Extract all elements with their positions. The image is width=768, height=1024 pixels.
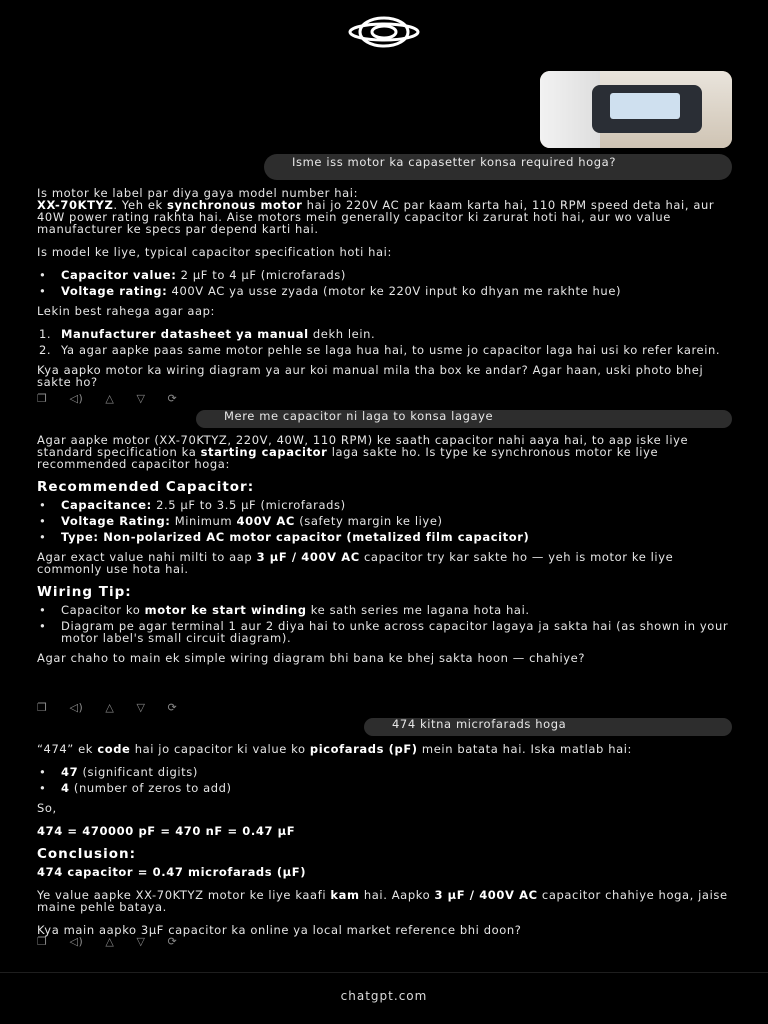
- thumbs-up-icon[interactable]: △: [105, 701, 115, 714]
- thumbs-up-icon[interactable]: △: [105, 935, 115, 948]
- user-message: Isme iss motor ka capasetter konsa required hoga?: [264, 154, 732, 180]
- speaker-icon[interactable]: ◁): [69, 701, 84, 714]
- user-message: Mere me capacitor ni laga to konsa lagaye: [196, 410, 732, 428]
- site-url[interactable]: chatgpt.com: [340, 989, 428, 1003]
- copy-icon[interactable]: ❐: [37, 701, 48, 714]
- footer-divider: [0, 972, 768, 973]
- assistant-response: Agar aapke motor (XX-70KTYZ, 220V, 40W, 110 RPM) ke saath capacitor nahi aaya hai, to aap iske liye standard specification ka starting capacitor laga sakte ho. Is type ke synchronous motor ke liye recommended capacitor hoga: Recommended Capacitor: • Capacitance: 2.5 µF to 3.5 µF (microfarads) • Voltage Rating: Minimum 400V AC (safety margin ke liye) • Type: Non-polarized AC motor capacitor (metalized film capacitor) Agar exact value nahi milti to aap 3 µF / 400V AC capacitor try kar sakte ho — yeh is motor ke liye commonly use hota hai. Wiring Tip: • Capacitor ko motor ke start winding ke sath series me lagana hota hai. • Diagram pe agar terminal 1 aur 2 diya hai to unke across capacitor lagaya ja sakta hai (as shown in your motor label's small circuit diagram). Agar chaho to main ek simple wiring diagram bhi bana ke bhej sakta hoon — chahiye?: [37, 434, 731, 675]
- user-message: 474 kitna microfarads hoga: [364, 718, 732, 736]
- message-actions: [37, 936, 177, 948]
- regenerate-icon[interactable]: ⟳: [167, 701, 178, 714]
- list-item: • 47 (significant digits): [39, 765, 198, 779]
- list-item: • Diagram pe agar terminal 1 aur 2 diya hai to unke across capacitor lagaya ja sakta hai (as shown in your motor label's small circuit diagram).: [39, 619, 729, 645]
- speaker-icon[interactable]: ◁): [69, 392, 84, 405]
- regenerate-icon[interactable]: ⟳: [167, 935, 178, 948]
- list-item: • Capacitor ko motor ke start winding ke sath series me lagana hota hai.: [39, 603, 530, 617]
- message-actions: [37, 393, 177, 405]
- list-item: 2. Ya agar aapke paas same motor pehle se laga hua hai, to usme jo capacitor laga hai usi ko refer karein.: [39, 343, 721, 357]
- thumbs-down-icon[interactable]: ▽: [136, 701, 146, 714]
- message-actions: [37, 702, 177, 714]
- list-item: • Capacitor value: 2 µF to 4 µF (microfarads): [39, 268, 346, 282]
- copy-icon[interactable]: ❐: [37, 935, 48, 948]
- uploaded-motor-photo[interactable]: [540, 71, 732, 148]
- speaker-icon[interactable]: ◁): [69, 935, 84, 948]
- thumbs-down-icon[interactable]: ▽: [136, 935, 146, 948]
- list-item: • Voltage Rating: Minimum 400V AC (safety margin ke liye): [39, 514, 443, 528]
- thumbs-down-icon[interactable]: ▽: [136, 392, 146, 405]
- list-item: • Voltage rating: 400V AC ya usse zyada (motor ke 220V input ko dhyan me rakhte hue): [39, 284, 622, 298]
- chatgpt-logo-icon: [334, 14, 434, 50]
- list-item: 1. Manufacturer datasheet ya manual dekh lein.: [39, 327, 376, 341]
- regenerate-icon[interactable]: ⟳: [167, 392, 178, 405]
- list-item: • 4 (number of zeros to add): [39, 781, 232, 795]
- assistant-response: “474” ek code hai jo capacitor ki value ko picofarads (pF) mein batata hai. Iska matlab hai: • 47 (significant digits) • 4 (number of zeros to add) So, 474 = 470000 pF = 470 nF = 0.47 µF Conclusion: 474 capacitor = 0.47 microfarads (µF) Ye value aapke XX-70KTYZ motor ke liye kaafi kam hai. Aapko 3 µF / 400V AC capacitor chahiye hoga, jaise maine pehle bataya. Kya main aapko 3µF capacitor ka online ya local market reference bhi doon?: [37, 743, 731, 947]
- list-item: • Type: Non-polarized AC motor capacitor (metalized film capacitor): [39, 530, 530, 544]
- assistant-response: Is motor ke label par diya gaya model number hai: XX-70KTYZ. Yeh ek synchronous motor hai jo 220V AC par kaam karta hai, 110 RPM speed deta hai, aur 40W power rating rakhta hai. Aise motors mein generally capacitor ki zarurat hoti hai, aur wo value manufacturer ke specs par depend karti hai. Is model ke liye, typical capacitor specification hoti hai: • Capacitor value: 2 µF to 4 µF (microfarads) • Voltage rating: 400V AC ya usse zyada (motor ke 220V input ko dhyan me rakhte hue) Lekin best rahega agar aap: 1. Manufacturer datasheet ya manual dekh lein. 2. Ya agar aapke paas same motor pehle se laga hua hai, to usme jo capacitor laga hai usi ko refer karein. Kya aapko motor ka wiring diagram ya aur koi manual mila tha box ke andar? Agar haan, uski photo bhej sakte ho?: [37, 187, 731, 399]
- copy-icon[interactable]: ❐: [37, 392, 48, 405]
- list-item: • Capacitance: 2.5 µF to 3.5 µF (microfarads): [39, 498, 346, 512]
- thumbs-up-icon[interactable]: △: [105, 392, 115, 405]
